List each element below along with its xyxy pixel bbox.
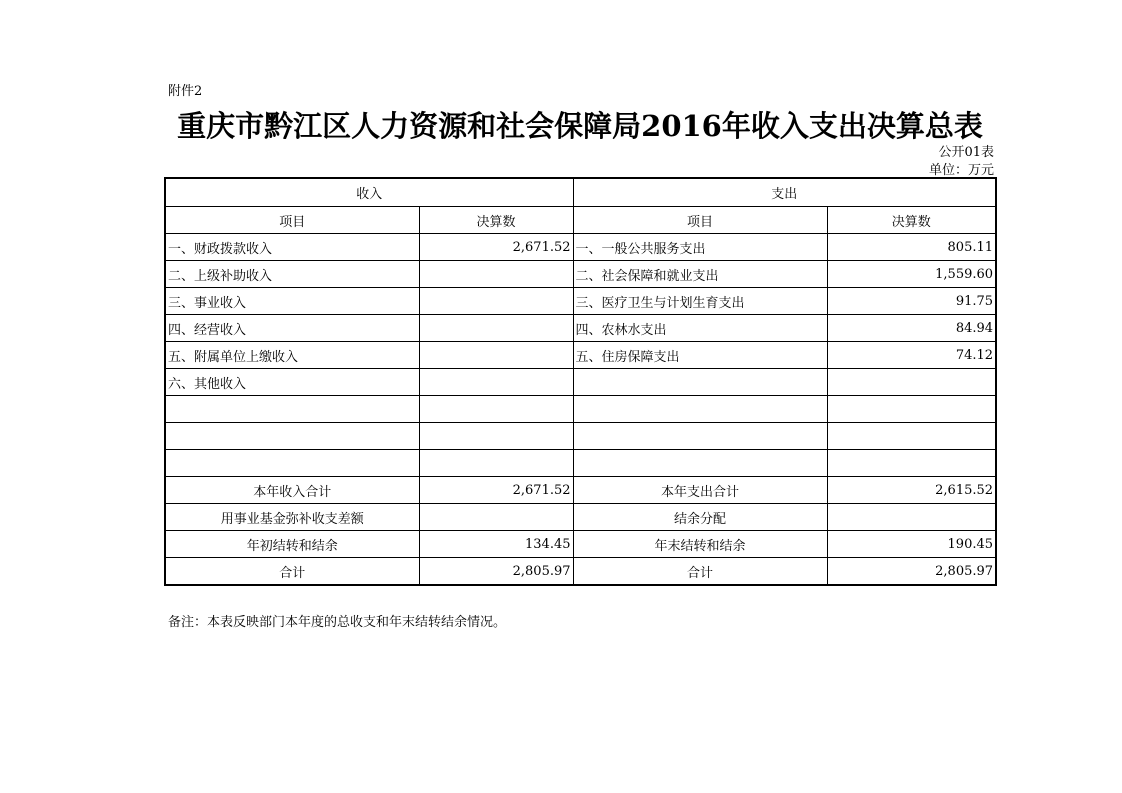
table-row [165,234,996,261]
table-row [165,504,996,531]
income-amount-cell [419,342,573,369]
income-item-header: 项目 [165,207,419,234]
expense-amount-cell: 91.75 [827,288,996,315]
table-row [165,369,996,396]
table-row [165,396,996,423]
table-row [165,450,996,477]
expense-item-cell: 五、住房保障支出 [573,342,827,369]
income-item-cell: 五、附属单位上缴收入 [165,342,419,369]
table-row [165,477,996,504]
expense-item-cell [573,450,827,477]
income-item-cell: 六、其他收入 [165,369,419,396]
expense-amount-cell: 2,805.97 [827,558,996,586]
expense-item-header: 项目 [573,207,827,234]
expense-item-cell: 一、一般公共服务支出 [573,234,827,261]
income-amount-cell [419,396,573,423]
income-header: 收入 [165,178,573,207]
income-amount-cell [419,315,573,342]
income-amount-cell [419,423,573,450]
section-header-row [165,178,996,207]
expense-item-cell [573,423,827,450]
expense-item-cell: 三、医疗卫生与计划生育支出 [573,288,827,315]
income-amount-header: 决算数 [419,207,573,234]
expense-item-cell [573,396,827,423]
attachment-label: 附件2 [168,84,203,99]
income-amount-cell [419,450,573,477]
expense-item-cell: 二、社会保障和就业支出 [573,261,827,288]
unit-label: 单位：万元 [928,163,994,178]
income-amount-cell: 2,805.97 [419,558,573,586]
income-item-cell: 年初结转和结余 [165,531,419,558]
expense-amount-cell [827,369,996,396]
table-row [165,342,996,369]
expense-item-cell: 合计 [573,558,827,586]
expense-amount-header: 决算数 [827,207,996,234]
expense-amount-cell [827,423,996,450]
page-title: 重庆市黔江区人力资源和社会保障局2016年收入支出决算总表 [177,109,983,143]
income-item-cell: 合计 [165,558,419,586]
expense-header: 支出 [573,178,996,207]
income-amount-cell: 2,671.52 [419,234,573,261]
income-amount-cell: 134.45 [419,531,573,558]
income-item-cell [165,450,419,477]
expense-amount-cell [827,504,996,531]
table-row [165,315,996,342]
expense-item-cell [573,369,827,396]
expense-amount-cell: 190.45 [827,531,996,558]
expense-amount-cell: 805.11 [827,234,996,261]
income-amount-cell [419,369,573,396]
table-row [165,288,996,315]
table-row [165,558,996,586]
expense-item-cell: 四、农林水支出 [573,315,827,342]
income-item-cell [165,423,419,450]
expense-item-cell: 本年支出合计 [573,477,827,504]
expense-amount-cell: 84.94 [827,315,996,342]
income-item-cell: 用事业基金弥补收支差额 [165,504,419,531]
table-row [165,531,996,558]
footnote: 备注：本表反映部门本年度的总收支和年末结转结余情况。 [168,615,507,630]
table-row [165,423,996,450]
income-amount-cell [419,504,573,531]
income-item-cell: 一、财政拨款收入 [165,234,419,261]
expense-amount-cell: 74.12 [827,342,996,369]
form-number: 公开01表 [938,145,994,160]
expense-amount-cell: 1,559.60 [827,261,996,288]
expense-amount-cell [827,450,996,477]
income-item-cell: 二、上级补助收入 [165,261,419,288]
income-item-cell: 三、事业收入 [165,288,419,315]
expense-item-cell: 年末结转和结余 [573,531,827,558]
table-row [165,261,996,288]
column-header-row [165,207,996,234]
income-amount-cell: 2,671.52 [419,477,573,504]
expense-amount-cell [827,396,996,423]
expense-amount-cell: 2,615.52 [827,477,996,504]
income-amount-cell [419,288,573,315]
expense-item-cell: 结余分配 [573,504,827,531]
income-item-cell: 本年收入合计 [165,477,419,504]
income-amount-cell [419,261,573,288]
budget-table [164,177,997,586]
income-item-cell: 四、经营收入 [165,315,419,342]
income-item-cell [165,396,419,423]
